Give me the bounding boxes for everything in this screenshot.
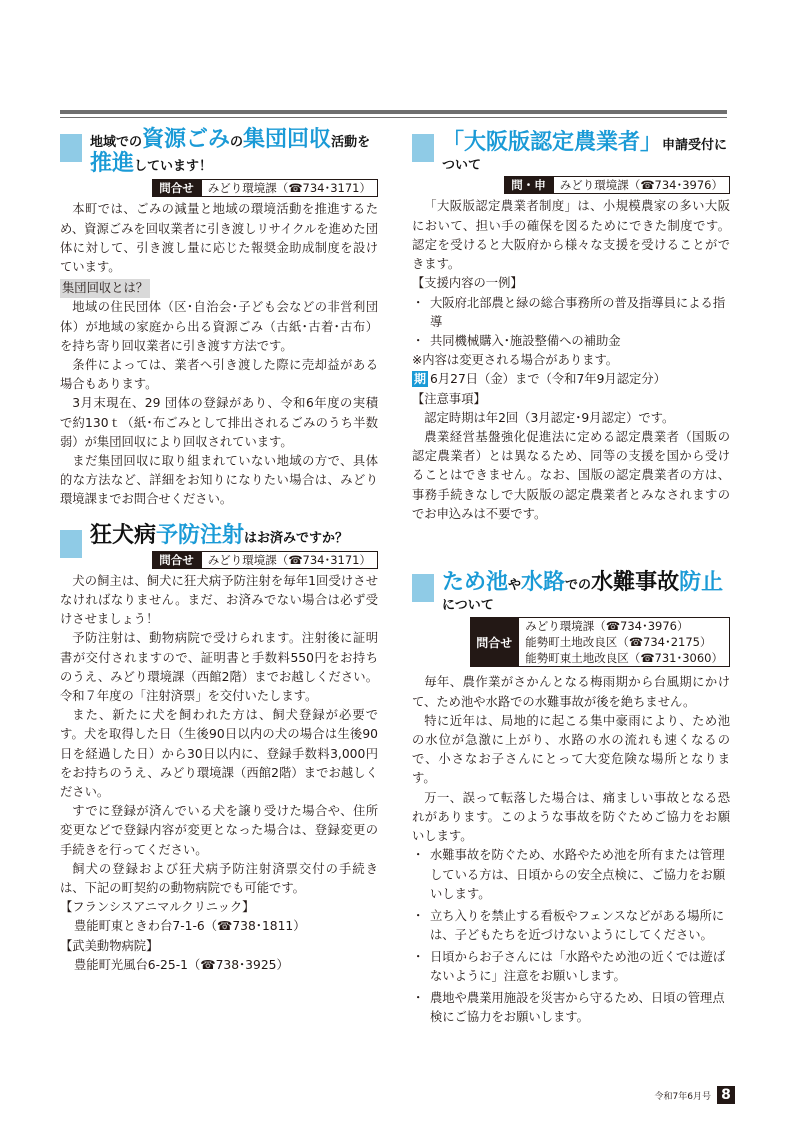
paragraph: 毎年、農作業がさかんとなる梅雨期から台風期にかけて、ため池や水路での水難事故が後を絶ちません。 <box>412 675 730 709</box>
list-item: ・ 立ち入りを禁止する看板やフェンスなどがある場所には、子どもたちを近づけないようにしてください。 <box>412 907 730 946</box>
support-list <box>412 294 730 352</box>
list-item: ・ 農地や農業用施設を災害から守るため、日頃の管理点検にご協力をお願いします。 <box>412 989 730 1028</box>
section-title <box>90 524 378 548</box>
caution-heading: 【注意事項】 <box>412 391 486 406</box>
title-part: 水難事故 <box>591 569 680 595</box>
title-part: 活動を <box>331 135 371 150</box>
paragraph: 特に近年は、局地的に起こる集中豪雨により、ため池の水位が急激に上がり、水路の水の流れも速くなるので、小さなお子さんにとって大変危険な場所となります。 <box>412 713 730 786</box>
right-column <box>412 128 730 1030</box>
clinic-address: 豊能町東ときわ台7-1-6（☎738･1811） <box>74 919 306 934</box>
title-part: 予防注射 <box>156 522 245 548</box>
inquiry-label: 問合せ <box>152 551 201 569</box>
title-part: ため池 <box>442 569 509 595</box>
title-part: や <box>508 577 522 593</box>
left-column <box>60 128 378 975</box>
paragraph: 本町では、ごみの減量と地域の環境活動を推進するため、資源ごみを回収業者に引き渡しリサイクルを進めた団体に対して、引き渡し量に応じた報奨金助成制度を設けています。 <box>60 202 378 274</box>
clinic-name: 【武美動物病院】 <box>60 938 159 953</box>
section-title <box>90 128 378 176</box>
heading-accent-bar <box>412 134 434 162</box>
section-heading <box>412 568 730 613</box>
paragraph: 予防注射は、動物病院で受けられます。注射後に証明書が交付されますので、証明書と手数料550円をお持ちのうえ、みどり環境課（西館2階）までお越しください。令和７年度の「注射済票」を交付いたします。 <box>60 631 378 704</box>
title-part: について <box>442 598 494 614</box>
list-item: ・ 日頃からお子さんには「水路やため池の近くでは遊ばないように」注意をお願いします。 <box>412 948 730 987</box>
paragraph: 農業経営基盤強化促進法に定める認定農業者（国販の認定農業者）とは異なるため、同等の支援を国から受けることはできません。なお、国版の認定農業者の方は、事務手続きなしで大阪版の認定農業者とみなされますのでお申込みは不要です。 <box>412 429 730 521</box>
inquiry-label: 問合せ <box>152 179 201 197</box>
inquiry-contact: みどり環境課（☎734･3171） <box>201 179 378 197</box>
heading-accent-bar <box>412 574 434 602</box>
title-part: 水路 <box>521 569 566 595</box>
section-title <box>442 128 730 173</box>
inquiry-contact: みどり環境課（☎734･3976） <box>553 176 730 194</box>
section-recycling <box>60 128 378 510</box>
paragraph: 犬の飼主は、飼犬に狂犬病予防注射を毎年1回受けさせなければなりません。まだ、お済みでない場合は必ず受けさせましょう！ <box>60 573 378 627</box>
title-part: 資源ごみ <box>142 127 231 152</box>
inquiry-label: 問・申 <box>504 176 553 194</box>
heading-accent-bar <box>60 134 82 162</box>
inquiry-contact: 能勢町東土地改良区（☎731･3060） <box>525 651 723 666</box>
title-part: 防止 <box>679 569 724 595</box>
period-row <box>412 370 730 389</box>
section-heading <box>60 128 378 176</box>
period-badge: 期 <box>414 372 427 387</box>
section-heading <box>60 524 378 548</box>
inquiry-label: 問合せ <box>470 617 518 667</box>
title-part: 狂犬病 <box>90 522 157 548</box>
note: ※内容は変更される場合があります。 <box>412 353 619 368</box>
title-part: しています！ <box>134 159 213 175</box>
inquiry-contacts <box>518 617 730 667</box>
inquiry-box <box>60 179 378 197</box>
title-part: 推進 <box>90 151 135 177</box>
paragraph: 地域の住民団体（区･自治会･子ども会などの非営利団体）が地域の家庭から出る資源ごみ（古紙･古着･古布）を持ち寄り回収業者に引き渡す方法です。 <box>60 300 378 353</box>
title-part: 「大阪版認定農業者」 <box>442 130 663 155</box>
paragraph: 「大阪版認定農業者制度」は、小規模農家の多い大阪において、担い手の確保を図るためにできた制度です。認定を受けると大阪府から様々な支援を受けることができます。 <box>412 199 730 272</box>
section-title <box>442 568 730 613</box>
list-item: ・ 水難事故を防ぐため、水路やため池を所有または管理している方は、日頃からの安全点検に、ご協力をお願いします。 <box>412 846 730 905</box>
title-part: の <box>230 135 244 150</box>
paragraph: まだ集団回収に取り組まれていない地域の方で、具体的な方法など、詳細をお知りになりたい場合は、みどり環境課までお問合せください。 <box>60 454 378 507</box>
paragraph: また、新たに犬を飼われた方は、飼犬登録が必要です。犬を取得した日（生後90日以内の犬の場合は生後90日を経過した日）から30日以内に、登録手数料3,000円をお持ちのうえ、みどり環境課（西館2階）までお越しください。 <box>60 708 378 800</box>
clinic-name: 【フランシスアニマルクリニック】 <box>60 900 255 915</box>
inquiry-contact: みどり環境課（☎734･3976） <box>525 619 689 634</box>
title-part: 申請受付について <box>442 138 728 174</box>
heading-accent-bar <box>60 530 82 558</box>
section-heading <box>412 128 730 173</box>
period-text: 6月27日（金）まで（令和7年9月認定分） <box>430 372 666 387</box>
title-part: 集団回収 <box>243 127 332 152</box>
inquiry-box <box>60 551 378 569</box>
title-part: 地域での <box>90 135 143 150</box>
paragraph: 認定時期は年2回（3月認定･9月認定）です。 <box>424 410 675 425</box>
section-rabies <box>60 524 378 975</box>
inquiry-box <box>412 176 730 194</box>
page-number: 8 <box>717 1086 735 1104</box>
section-farmer <box>412 128 730 524</box>
paragraph: 万一、誤って転落した場合は、痛ましい事故となる恐れがあります。このような事故を防ぐためご協力をお願いします。 <box>412 790 730 844</box>
issue-date: 令和7年6月号 <box>654 1091 711 1102</box>
paragraph: すでに登録が済んでいる犬を譲り受けた場合や、住所変更などで登録内容が変更となった場合は、登録変更の手続きを行ってください。 <box>60 804 378 857</box>
inquiry-contact: みどり環境課（☎734･3171） <box>201 551 378 569</box>
subheading: 集団回収とは？ <box>60 279 150 298</box>
support-heading: 【支援内容の一例】 <box>412 276 523 291</box>
safety-list <box>412 846 730 1028</box>
paragraph: 飼犬の登録および狂犬病予防注射済票交付の手続きは、下記の町契約の動物病院でも可能です。 <box>60 861 378 896</box>
list-item: ・ 大阪府北部農と緑の総合事務所の普及指導員による指導 <box>412 294 730 332</box>
title-part: での <box>565 577 592 593</box>
list-item: ・ 共同機械購入･施設整備への補助金 <box>412 332 730 351</box>
top-rule-thin <box>60 117 727 118</box>
page-footer <box>655 1086 735 1104</box>
inquiry-contact: 能勢町土地改良区（☎734･2175） <box>525 635 712 650</box>
clinic-address: 豊能町光風台6-25-1（☎738･3925） <box>74 957 289 972</box>
top-rule <box>60 110 727 114</box>
paragraph: 3月末現在、29 団体の登録があり、令和6年度の実積で約130ｔ（紙･布ごみとして排出されるごみのうち半数弱）が集団回収により回収されています。 <box>60 396 378 449</box>
paragraph: 条件によっては、業者へ引き渡した際に売却益がある場合もあります。 <box>60 358 378 392</box>
title-part: はお済みですか？ <box>244 530 349 546</box>
inquiry-box <box>412 617 730 667</box>
section-water-accident <box>412 568 730 1028</box>
